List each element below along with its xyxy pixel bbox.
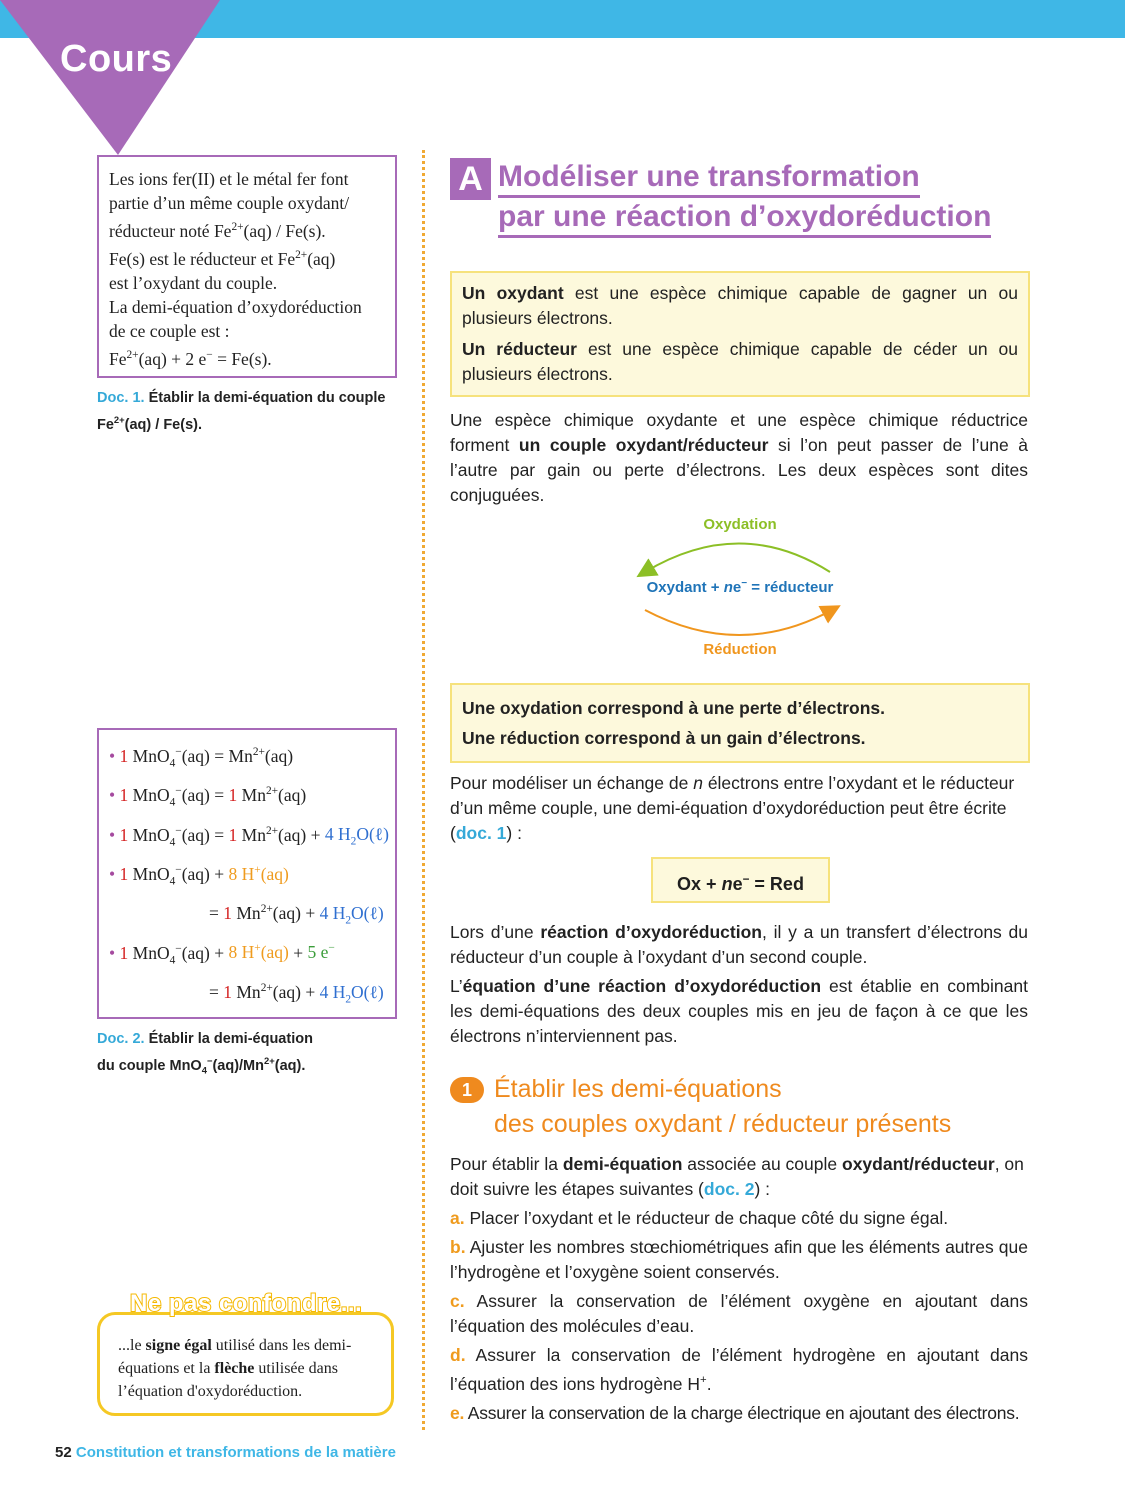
doc2-step-e: • 1 MnO$_4$−(aq) + 8 H+(aq) + 5 e−: [109, 942, 335, 966]
doc1-line: La demi-équation d’oxydoréduction: [109, 296, 362, 317]
steps-list: [450, 1206, 1028, 1426]
step-item: d. Assurer la conservation de l’élément hydrogène en ajoutant dans l’équation des ions hydrogène H+.: [450, 1345, 1028, 1394]
doc1-box: [97, 155, 397, 378]
doc2: [97, 728, 397, 1081]
doc1-line: est l’oxydant du couple.: [109, 272, 278, 293]
section-title: Modéliser une transformation par une réaction d’oxydoréduction: [498, 158, 991, 238]
warning-title: Ne pas confondre...: [130, 1290, 363, 1317]
chapter-title: Constitution et transformations de la matière: [75, 1444, 396, 1461]
doc2-step-e-cont: = 1 $Mn^{2+}(aq) + 4$ $H_2O(\ell)$: [209, 981, 384, 1006]
doc1-line: réducteur noté $Fe^{2+}(aq) / Fe(s)$.: [109, 220, 326, 241]
cours-label: Cours: [60, 38, 173, 80]
half-equation-formula: Ox + ne− = Red: [651, 857, 830, 903]
paragraph-couple: Une espèce chimique oxydante et une espèce chimique réductrice forment un couple oxydant/réducteur si l’on peut passer de l’une à l’autre par gain ou perte d’électrons. Les deux espèces sont dites conjuguées.: [450, 410, 1028, 505]
redox-cycle-diagram: [630, 510, 850, 660]
doc2-step-d: • 1 MnO$_4$−(aq) + 8 H+(aq): [109, 863, 289, 888]
doc2-reference[interactable]: doc. 2: [703, 1179, 755, 1199]
doc1-equation: $Fe^{2+}(aq) + 2$ e− = Fe(s).: [109, 348, 272, 369]
column-divider: [422, 150, 425, 1430]
page-number: 52: [55, 1444, 72, 1461]
doc1: [97, 155, 397, 436]
doc2-box: [97, 728, 397, 1019]
doc2-step-d-cont: = 1 $Mn^{2+}(aq) + 4$ $H_2O(\ell)$: [209, 903, 384, 927]
step-item: a. Placer l’oxydant et le réducteur de chaque côté du signe égal.: [450, 1208, 949, 1228]
step-item: c. Assurer la conservation de l’élément oxygène en ajoutant dans l’équation des molécules d’eau.: [450, 1291, 1028, 1336]
step-item: e. Assurer la conservation de la charge électrique en ajoutant des électrons.: [450, 1402, 1020, 1423]
doc1-line: de ce couple est :: [109, 320, 230, 341]
paragraph-steps-intro: Pour établir la demi-équation associée au couple oxydant/réducteur, on doit suivre les étapes suivantes (doc. 2) :: [450, 1154, 1024, 1199]
doc1-line: partie d’un même couple oxydant/: [109, 193, 350, 213]
oxidation-label: Oxydation: [703, 516, 777, 533]
doc1-line: Fe(s) est le réducteur et $Fe^{2+}(aq)$: [109, 248, 336, 269]
doc2-step-b: • 1 MnO$_4$−(aq) = 1 $Mn^{2+}(aq)$: [109, 785, 307, 809]
subsection-title: Établir les demi-équations des couples oxydant / réducteur présents: [494, 1075, 952, 1138]
paragraph-half-equation: Pour modéliser un échange de n électrons entre l’oxydant et le réducteur d’un même couple, une demi-équation d’oxydoréduction peut être écrite (doc. 1) :: [450, 773, 1015, 843]
reduction-arrow: [645, 610, 832, 635]
step-item: b. Ajuster les nombres stœchiométriques afin que les éléments autres que l’hydrogène et l’oxygène soient conservés.: [450, 1237, 1028, 1282]
rule-line-oxidation: Une oxydation correspond à une perte d’électrons.: [462, 698, 886, 718]
rule-line-reduction: Une réduction correspond à un gain d’électrons.: [462, 728, 866, 748]
section-letter: A: [450, 158, 491, 200]
doc2-step-a: • 1 $MnO_4^-(aq) = Mn^{2+}(aq)$: [109, 745, 294, 770]
doc1-line: Les ions fer(II) et le métal fer font: [109, 169, 349, 189]
oxidation-arrow: [645, 544, 830, 573]
doc1-reference[interactable]: doc. 1: [455, 823, 507, 843]
reduction-label: Réduction: [703, 641, 777, 658]
rule-box: [450, 683, 1030, 763]
footer: [55, 1444, 396, 1461]
doc2-step-c: • 1 MnO$_4$−(aq) = 1 $Mn^{2+}(aq) + 4$ $H_2O(\ell)$: [109, 824, 389, 848]
redox-half-equation: Oxydant + ne− = réducteur: [646, 578, 834, 596]
doc1-caption: Doc. 1. Établir la demi-équation du couple $Fe^{2+}(aq) / Fe(s)$.: [97, 390, 386, 434]
doc2-caption: Doc. 2. Établir la demi-équation du couple $MnO_4^-(aq)/Mn^{2+}(aq)$.: [97, 1031, 313, 1077]
subsection-number: 1: [450, 1077, 484, 1103]
definition-box: Un oxydant est une espèce chimique capable de gagner un ou plusieurs électrons. Un réducteur est une espèce chimique capable de céder un ou plusieurs électrons.: [450, 271, 1030, 397]
paragraph-redox-reaction: Lors d’une réaction d’oxydoréduction, il y a un transfert d’électrons du réducteur d’un couple à l’oxydant d’un second couple. L’équation d’une réaction d’oxydoréduction est établie en combinant les demi-équations des deux couples mis en jeu de façon à ce que les électrons n’interviennent pas.: [450, 922, 1028, 1046]
warning-text: ...le signe égal utilisé dans les demi-équations et la flèche utilisée dans l’équation d'oxydoréduction.: [118, 1337, 352, 1400]
